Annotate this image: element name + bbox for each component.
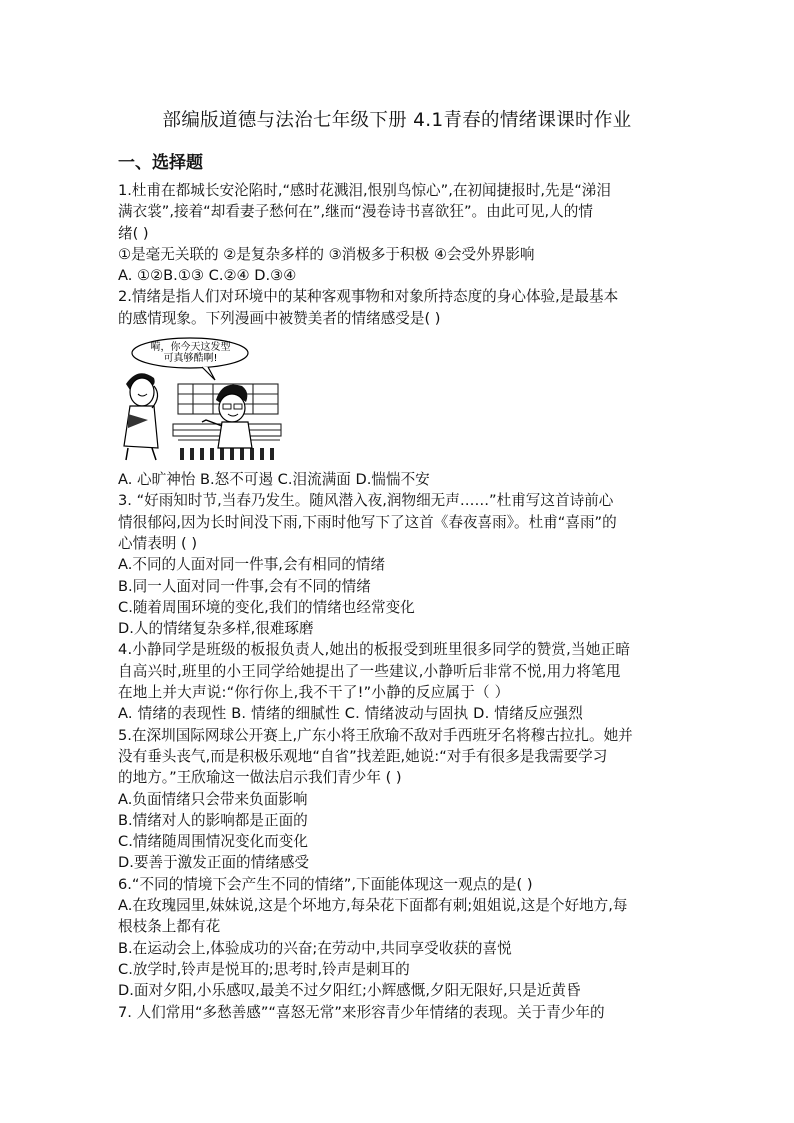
- option-a: A.在玫瑰园里,妹妹说,这是个坏地方,每朵花下面都有刺;姐姐说,这是个好地方,每: [118, 897, 628, 915]
- floor-pattern: [180, 448, 274, 460]
- speech-bubble-tail: [202, 367, 215, 380]
- question-stem: 7. 人们常用“多愁善感”“喜怒无常”来形容青少年情绪的表现。关于青少年的: [118, 1003, 605, 1021]
- question-stem: 的地方。”王欣瑜这一做法启示我们青少年 ( ): [118, 769, 402, 787]
- option-b: B.同一人面对同一件事,会有不同的情绪: [118, 577, 371, 595]
- question-stem: 5.在深圳国际网球公开赛上,广东小将王欣瑜不敌对手西班牙名将穆古拉扎。她并: [118, 726, 633, 744]
- option-b: B.情绪对人的影响都是正面的: [118, 811, 308, 829]
- question-stem: 没有垂头丧气,而是积极乐观地“自省”找差距,她说:“对手有很多是我需要学习: [118, 747, 608, 765]
- option-d: D.面对夕阳,小乐感叹,最美不过夕阳红;小辉感慨,夕阳无限好,只是近黄昏: [118, 982, 581, 1000]
- question-stem: 2.情绪是指人们对环境中的某种客观事物和对象所持态度的身心体验,是最基本: [118, 288, 619, 306]
- question-4: [118, 639, 686, 724]
- question-stem: 的感情现象。下列漫画中被赞美者的情绪感受是( ): [118, 309, 441, 327]
- question-6: [118, 874, 686, 1002]
- option-a: A.不同的人面对同一件事,会有相同的情绪: [118, 556, 386, 574]
- question-7: [118, 1002, 686, 1023]
- question-list: [118, 180, 686, 1023]
- option-b: B.在运动会上,体验成功的兴奋;在劳动中,共同享受收获的喜悦: [118, 939, 512, 957]
- question-5: [118, 725, 686, 874]
- speech-bubble-text: 嗬，你今天这发型: [150, 342, 231, 354]
- question-stem: 绪( ): [118, 224, 149, 242]
- option-a: A.负面情绪只会带来负面影响: [118, 790, 308, 808]
- answer-options: A. 心旷神怡 B.怒不可遏 C.泪流满面 D.惴惴不安: [118, 471, 430, 489]
- question-stem: 满衣裳”,接着“却看妻子愁何在”,继而“漫卷诗书喜欲狂”。由此可见,人的情: [118, 203, 593, 221]
- answer-options: A. 情绪的表现性 B. 情绪的细腻性 C. 情绪波动与固执 D. 情绪反应强烈: [118, 705, 584, 723]
- option-d: D.人的情绪复杂多样,很难琢磨: [118, 620, 314, 638]
- option-d: D.要善于激发正面的情绪感受: [118, 854, 310, 872]
- question-stem: 情很郁闷,因为长时间没下雨,下雨时他写下了这首《春夜喜雨》。杜甫“喜雨”的: [118, 513, 617, 531]
- question-stem: 在地上并大声说:“你行你上,我不干了!”小静的反应属于（ ）: [118, 684, 510, 702]
- option-c: C.放学时,铃声是悦耳的;思考时,铃声是刺耳的: [118, 960, 410, 978]
- option-c: C.随着周围环境的变化,我们的情绪也经常变化: [118, 598, 415, 616]
- question-stem: 4.小静同学是班级的板报负责人,她出的板报受到班里很多同学的赞赏,当她正暗: [118, 641, 631, 659]
- question-1: [118, 180, 686, 286]
- question-stem: 心情表明 ( ): [118, 534, 198, 552]
- section-heading: 一、选择题: [118, 153, 203, 173]
- question-2: [118, 286, 686, 490]
- statement-list: ①是毫无关联的 ②是复杂多样的 ③消极多于积极 ④会受外界影响: [118, 245, 535, 263]
- answer-options: A. ①②B.①③ C.②④ D.③④: [118, 267, 297, 285]
- question-3: [118, 490, 686, 639]
- speech-bubble-text: 可真够酷啊!: [163, 353, 218, 365]
- question-stem: 1.杜甫在都城长安沦陷时,“感时花溅泪,恨别鸟惊心”,在初闻捷报时,先是“涕泪: [118, 182, 611, 199]
- option-c: C.情绪随周围情况变化而变化: [118, 833, 308, 851]
- question-stem: 3. “好雨知时节,当春乃发生。随风潜入夜,润物细无声……”杜甫写这首诗前心: [118, 492, 614, 510]
- cartoon-illustration: [118, 336, 283, 463]
- praised-student: [124, 373, 158, 460]
- question-stem: 自高兴时,班里的小王同学给她提出了一些建议,小静听后非常不悦,用力将笔甩: [118, 662, 621, 680]
- question-stem: 6.“不同的情境下会产生不同的情绪”,下面能体现这一观点的是( ): [118, 875, 533, 893]
- page-title: 部编版道德与法治七年级下册 4.1青春的情绪课课时作业: [162, 110, 632, 131]
- option-a-continued: 根枝条上都有花: [118, 918, 221, 936]
